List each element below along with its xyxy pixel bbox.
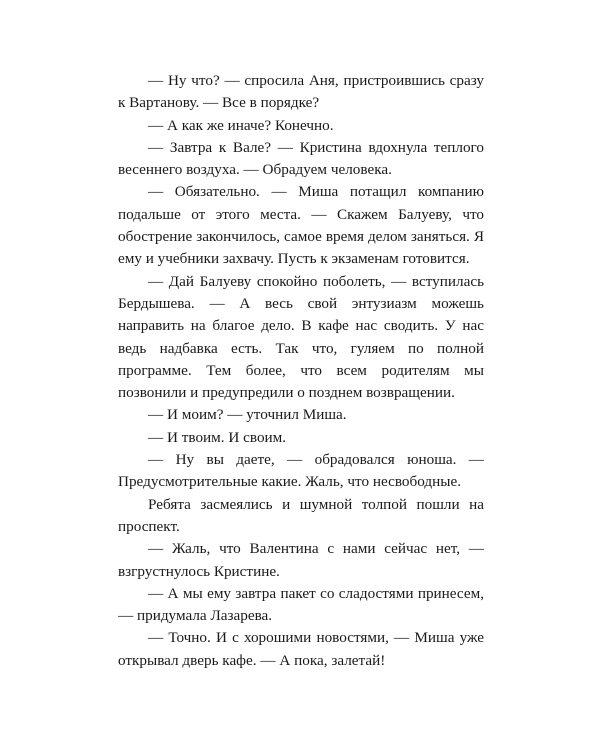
paragraph: — Точно. И с хорошими новостями, — Миша уже открывал дверь кафе. — А пока, залетай! xyxy=(118,629,484,669)
paragraph: — А мы ему завтра пакет со сладостями принесем, — придумала Лазарева. xyxy=(118,584,484,625)
paragraph: — А как же иначе? Конечно. xyxy=(148,116,334,134)
paragraph: — Завтра к Вале? — Кристина вдохнула теплого весеннего воздуха. — Обрадуем человека. xyxy=(118,138,484,179)
paragraph: — Дай Балуеву спокойно поболеть, — вступилась Бердышева. — А весь свой энтузиазм можешь направить на благое дело. В кафе нас сводить. У нас ведь надбавка есть. Так что, гуляем по полной программе. Тем более, что всем родителям мы позвонили и предупредили о позднем возвращении. xyxy=(118,272,484,402)
paragraph: — Жаль, что Валентина с нами сейчас нет, — взгрустнулось Кристине. xyxy=(118,540,484,580)
paragraph: — И твоим. И своим. xyxy=(148,428,287,446)
body-text xyxy=(118,70,484,672)
paragraph: — И моим? — уточнил Миша. xyxy=(148,406,347,424)
paragraph: Ребята засмеялись и шумной толпой пошли на проспект. xyxy=(118,495,484,535)
paragraph: — Ну что? — спросила Аня, пристроившись сразу к Вартанову. — Все в порядке? xyxy=(118,72,484,112)
paragraph: — Обязательно. — Миша потащил компанию подальше от этого места. — Скажем Балуеву, что обострение закончилось, самое время делом заняться. Я ему и учебники захвачу. Пусть к экзаменам готовится. xyxy=(118,183,484,268)
paragraph: — Ну вы даете, — обрадовался юноша. — Предусмотрительные какие. Жаль, что несвободные. xyxy=(118,451,484,491)
